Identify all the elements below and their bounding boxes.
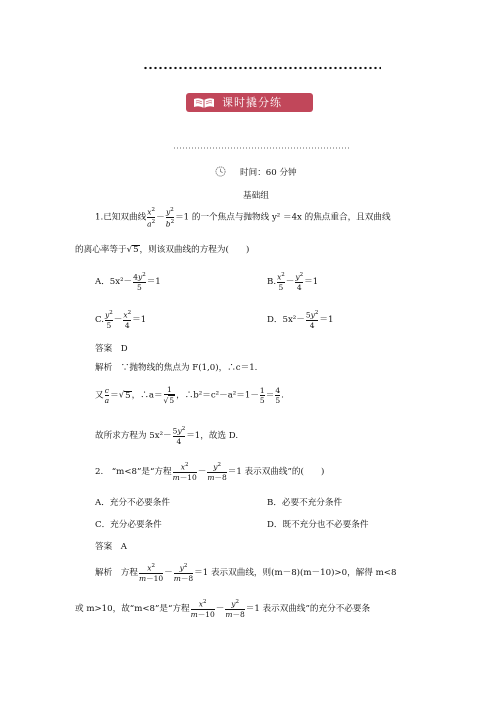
- opt-a-end: ＝1: [146, 276, 161, 287]
- frac: $\frac{x^2}{4}$: [123, 310, 132, 330]
- q1-option-a: [95, 271, 161, 292]
- q2-analysis2-b: ＝1 表示双曲线”的充分不必要条: [245, 603, 371, 614]
- frac: $\frac{y^2}{4}$: [295, 272, 304, 292]
- q2-answer: 答案 A: [95, 542, 127, 552]
- frac: $\frac{x^2}{m-10}$: [190, 599, 215, 619]
- top-dotted-rule: [143, 66, 381, 70]
- q2-option-a: A．充分不必要条件: [95, 498, 170, 508]
- frac: $\frac{y^2}{m-8}$: [173, 563, 194, 583]
- frac: $\frac{x^2}{a^2}$: [147, 207, 156, 228]
- q1-stem-a: 1.已知双曲线: [95, 212, 147, 223]
- q2-stem-a: 2. “m<8”是“方程: [95, 466, 172, 477]
- analysis2-a: 又: [95, 390, 104, 401]
- analysis2-b: ，∴a＝: [131, 390, 163, 401]
- frac: $\frac{y^2}{5}$: [105, 310, 113, 330]
- frac: $\frac{1}{5}$: [259, 385, 265, 405]
- q2-option-d: D．既不充分也不必要条件: [267, 520, 369, 530]
- q1-stem-c: 的离心率等于: [75, 245, 127, 255]
- q2-stem-b: ＝1 表示双曲线”的( ): [227, 466, 325, 477]
- frac: $\frac{y^2}{b^2}$: [165, 207, 175, 228]
- clock-icon: [215, 166, 226, 177]
- q2-analysis2-a: 或 m>10，故“m<8”是“方程: [75, 603, 190, 614]
- frac: $\frac{x^2}{m-10}$: [138, 563, 164, 583]
- frac: $\frac{y^2}{m-8}$: [207, 462, 227, 482]
- q1-analysis-line2: 又 $\frac{c}{a}$ ＝√5，∴a＝ $\frac{1}{√5}$ ，∴b²＝c²－a²＝1－ $\frac{1}{5}$ ＝ $\frac{4}{5}$ .: [95, 385, 284, 405]
- analysis2-c: ，∴b²＝c²－a²＝1－: [176, 390, 259, 401]
- q2-analysis1-a: 解析 方程: [95, 567, 138, 578]
- analysis2-d: ＝: [265, 390, 275, 401]
- analysis3-b: ＝1，故选 D.: [186, 430, 239, 441]
- frac: $\frac{4y^2}{5}$: [133, 272, 146, 292]
- section-banner: [186, 93, 313, 112]
- opt-d-label: D．5x²－: [267, 314, 305, 325]
- opt-b-end: ＝1: [304, 276, 319, 287]
- q1-option-b: B. $\frac{x^2}{5}$ － $\frac{y^2}{4}$ ＝1: [267, 272, 319, 292]
- opt-c-end: ＝1: [132, 314, 147, 325]
- frac: $\frac{4}{5}$: [275, 385, 281, 405]
- q1-option-d: [267, 309, 333, 330]
- frac: $\frac{x^2}{m-10}$: [172, 462, 197, 482]
- q1-analysis-line3: [95, 425, 238, 446]
- q1-option-c: C. $\frac{y^2}{5}$ － $\frac{x^2}{4}$ ＝1: [95, 310, 147, 330]
- frac: $\frac{c}{a}$: [104, 385, 110, 405]
- q2-option-c: C．充分必要条件: [95, 520, 162, 530]
- frac: $\frac{x^2}{5}$: [277, 272, 285, 292]
- frac: $\frac{5y^2}{4}$: [172, 426, 186, 446]
- opt-a-label: A．5x²－: [95, 276, 133, 287]
- q2-stem: 2. “m<8”是“方程 $\frac{x^2}{m-10}$ － $\frac{y^2}{m-8}$ ＝1 表示双曲线”的( ): [95, 462, 325, 482]
- q2-analysis-line1: 解析 方程 $\frac{x^2}{m-10}$ － $\frac{y^2}{m-8}$ ＝1 表示双曲线，则(m－8)(m－10)>0，解得 m<8: [95, 563, 397, 583]
- opt-c-label: C.: [95, 314, 105, 325]
- q2-analysis-line2: 或 m>10，故“m<8”是“方程 $\frac{x^2}{m-10}$ － $\frac{y^2}{m-8}$ ＝1 表示双曲线”的充分不必要条: [75, 599, 371, 619]
- analysis2-e: .: [281, 390, 284, 401]
- frac: $\frac{y^2}{m-8}$: [225, 599, 245, 619]
- q2-option-b: B．必要不充分条件: [267, 498, 343, 508]
- time-limit: 时间：60 分钟: [240, 168, 297, 178]
- q2-analysis1-b: ＝1 表示双曲线，则(m－8)(m－10)>0，解得 m<8: [194, 567, 397, 578]
- banner-title: 课时撬分练: [222, 96, 282, 109]
- q1-stem-b: ＝1 的一个焦点与抛物线 y² ＝4x 的焦点重合，且双曲线: [175, 212, 391, 223]
- analysis3-a: 故所求方程为 5x²－: [95, 430, 172, 441]
- frac: $\frac{1}{√5}$: [163, 385, 175, 405]
- q1-stem-e: ，则该双曲线的方程为( ): [139, 245, 250, 255]
- q1-answer: 答案 D: [95, 344, 128, 354]
- frac: $\frac{5y^2}{4}$: [305, 310, 319, 330]
- q1-analysis-line1: 解析 ∵抛物线的焦点为 F(1,0)，∴c＝1.: [95, 363, 258, 373]
- q1-stem-line1: 1.已知双曲线 $\frac{x^2}{a^2}$ － $\frac{y^2}{b^2}$ ＝1 的一个焦点与抛物线 y² ＝4x 的焦点重合，且双曲线: [95, 207, 391, 228]
- sub-dotted-rule: [173, 147, 351, 149]
- opt-d-end: ＝1: [319, 314, 334, 325]
- sqrt-five: 5: [133, 245, 139, 255]
- group-title: 基础组: [243, 191, 269, 201]
- open-book-icon: [192, 96, 216, 109]
- q1-stem-line2: 的离心率等于√5，则该双曲线的方程为( ): [75, 245, 250, 255]
- opt-b-label: B.: [267, 276, 277, 287]
